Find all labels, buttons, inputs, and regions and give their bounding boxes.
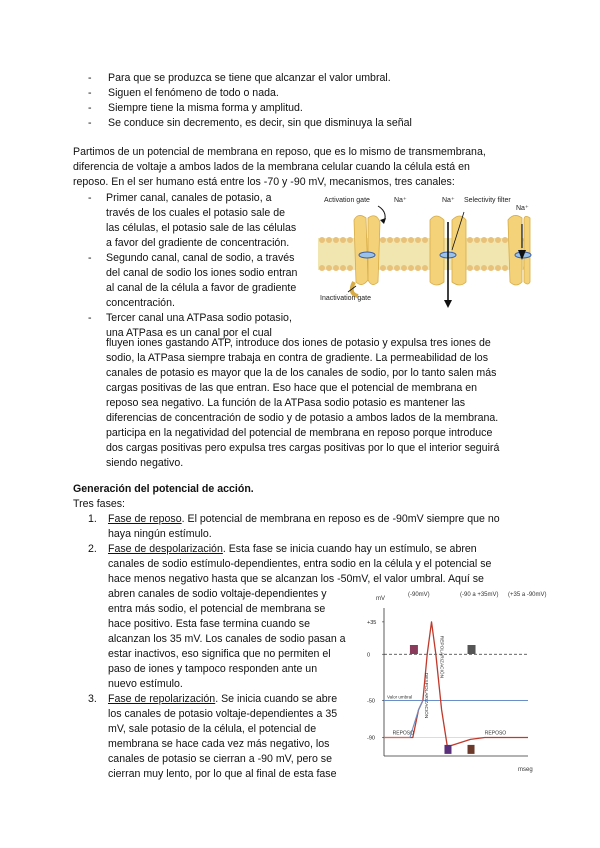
- text-line: Segundo canal, canal de sodio, a través: [106, 252, 295, 264]
- text-line: reposo. En el ser humano está entre los -70 y -90 mV, mecanismos, tres canales:: [73, 176, 455, 188]
- phase-3: 3. Fase de repolarización. Se inicia cuando se abre: [88, 693, 338, 705]
- text-line: fluyen iones gastando ATP, introduce dos iones de potasio y expulsa tres iones de: [106, 337, 491, 349]
- text-line: canales de potasio es mayor que la de los canales de sodio, por lo tanto salen más: [106, 367, 497, 379]
- region-label: DESPOLARIZACIÓN: [423, 672, 429, 719]
- text-line: hace positivo. Esta fase termina cuando se: [108, 618, 310, 630]
- text-line: Primer canal, canales de potasio, a: [106, 192, 272, 204]
- section-heading: Generación del potencial de acción.: [73, 483, 254, 495]
- text-line: reposo sea negativo. La función de la ATPasa sodio potasio es mantener las: [106, 397, 466, 409]
- text-line: alcanzan los 35 mV. Los canales de sodio pasan a: [108, 633, 346, 645]
- phase-range-label: (-90 a +35mV): [460, 592, 499, 598]
- y-tick-label: -90: [367, 735, 375, 742]
- text-line: diferencia de voltaje a ambos lados de la membrana celular cuando la célula está en: [73, 161, 470, 173]
- text-line: participa en la negatividad del potencial de membrana en reposo porque introduce: [106, 427, 493, 439]
- y-tick-label: +35: [367, 619, 377, 626]
- text-line: hace menos negativo hasta que se alcanzan los -50mV, el valor umbral. Aquí se: [108, 573, 484, 585]
- text-line: del canal de sodio los iones sodio entran: [106, 267, 298, 279]
- section-subheading: Tres fases:: [73, 498, 126, 510]
- selectivity-filter-label: Selectivity filter: [464, 197, 511, 204]
- activation-gate-label: Activation gate: [324, 197, 370, 204]
- text-line: canales de potasio se cierran a -90 mV, pero se: [108, 753, 332, 765]
- na-label-2: Na⁺: [442, 197, 455, 204]
- region-label: REPOLARIZACIÓN: [438, 635, 444, 679]
- text-line: cargas positivas de las que entran. Eso hace que el potencial de membrana en: [106, 382, 478, 394]
- text-line: estar inactivos, eso significa que no permiten el: [108, 648, 331, 660]
- x-axis-label: mseg: [518, 767, 533, 773]
- region-label: REPOSO: [392, 730, 415, 737]
- text-line: sodio, la ATPasa siempre trabaja en contra de gradiente. La permeabilidad de los: [106, 352, 489, 364]
- text-line: Partimos de un potencial de membrana en reposo, que es lo mismo de transmembrana,: [73, 146, 486, 158]
- text-line: membrana se hace cada vez más negativo, los: [108, 738, 330, 750]
- text-line: través de los cuales el potasio sale de: [106, 207, 286, 219]
- text-line: mV, sale potasio de la célula, el potencial de: [108, 723, 317, 735]
- threshold-label: Valor umbral: [387, 694, 413, 700]
- inactivation-gate-label: Inactivation gate: [320, 295, 371, 302]
- y-tick-label: 0: [367, 652, 371, 659]
- phase-range-label: (-90mV): [408, 592, 430, 598]
- sodium-channel-icon: [410, 645, 418, 654]
- text-line: canales de sodio estímulo-dependientes, entra sodio en la célula y el potencial se: [108, 558, 492, 570]
- text-line: entra más sodio, el potencial de membrana se: [108, 603, 326, 615]
- text-line: las células, el potasio sale de las células: [106, 222, 297, 234]
- text-line: cierran muy lento, por lo que al final de esta fase: [108, 768, 337, 780]
- text-line: Tercer canal una ATPasa sodio potasio,: [106, 312, 292, 324]
- text-line: concentración.: [106, 297, 175, 309]
- text-line: a favor del gradiente de concentración.: [106, 237, 290, 249]
- na-label-3: Na⁺: [516, 205, 529, 212]
- text-line: los canales de potasio voltaje-dependientes a 35: [108, 708, 338, 720]
- phase-range-label: (+35 a -90mV): [508, 592, 547, 598]
- text-line: dos cargas positivas pero expulsa tres cargas positivas por lo que el interior seguirá: [106, 442, 500, 454]
- membrane: [318, 237, 530, 271]
- text-line: abren canales de sodio voltaje-dependientes y: [108, 588, 327, 600]
- y-tick-label: -50: [367, 698, 375, 705]
- channel-icon: [468, 745, 475, 754]
- action-potential-chart: [364, 586, 547, 774]
- sodium-channel-closed: [352, 215, 380, 296]
- region-label: REPOSO: [484, 730, 507, 737]
- sodium-channel-inactivated: [508, 215, 531, 285]
- text-line: al canal de la célula a favor de gradiente: [106, 282, 297, 294]
- text-line: haya ningún estímulo.: [108, 528, 212, 540]
- phase-1: 1. Fase de reposo. El potencial de membrana en reposo es de -90mV siempre que no: [88, 513, 500, 525]
- text-line: una ATPasa es un canal por el cual: [106, 327, 272, 339]
- potassium-channel-icon: [468, 645, 476, 654]
- sodium-channel-open: [430, 216, 466, 308]
- ion-channel-figure: [318, 190, 530, 315]
- channel-icon: [444, 745, 451, 754]
- text-line: paso de iones y tampoco responden ante un: [108, 663, 318, 675]
- text-line: diferencias de concentración de sodio y de potasio a ambos lados de la membrana.: [106, 412, 499, 424]
- phase-2: 2. Fase de despolarización. Esta fase se inicia cuando hay un estímulo, se abren: [88, 543, 477, 555]
- text-line: nuevo estímulo.: [108, 678, 183, 690]
- text-line: siendo negativo.: [106, 457, 184, 469]
- document-page: - Para que se produzca se tiene que alcanzar el valor umbral. - Siguen el fenómeno de todo o nada. - Siempre tiene la misma forma y amplitud. - Se conduce sin decremento, es decir, sin que disminuya la señal Partimos de un potencial de membrana en reposo, que es lo mismo de transmembrana, diferencia de voltaje a ambos lados de la membrana celular cuando la célula está en reposo. En el ser humano está entre los -70 y -90 mV, mecanismos, tres canales: - Primer canal, canales de potasio, a través de los cuales el potasio sale de las células, el potasio sale de las células a favor del gradiente de concentración. - Segundo canal, canal de sodio, a través del canal de sodio los iones sodio entran al canal de la célula a favor de gradiente concentración. - Tercer canal una ATPasa sodio potasio, una ATPasa es un canal por el cual Activation gate Na⁺ Na⁺ Selectivity filter Na⁺ Inactivation gate fluyen iones gastando ATP, introduce dos iones de potasio y expulsa tres iones de sodio, la ATPasa siempre trabaja en contra de gradiente. La permeabilidad de los canales de potasio es mayor que la de los canales de sodio, por lo tanto salen más cargas positivas de las que entran. Eso hace que el potencial de membrana en reposo sea negativo. La función de la ATPasa sodio potasio es mantener las diferencias de concentración de sodio y de potasio a ambos lados de la membrana. participa en la negatividad del potencial de membrana en reposo porque introduce dos cargas positivas pero expulsa tres cargas positivas por lo que el interior seguirá siendo negativo. Generación del potencial de acción. Tres fases: 1. Fase de reposo. El potencial de membrana en reposo es de -90mV siempre que no haya ningún estímulo. 2. Fase de despolarización. Esta fase se inicia cuando hay un estímulo, se abren canales de sodio estímulo-dependientes, entra sodio en la célula y el potencial se hace menos negativo hasta que se alcanzan los -50mV, el valor umbral. Aquí se abren canales de sodio voltaje-dependientes y entra más sodio, el potencial de membrana se hace positivo. Esta fase termina cuando se alcanzan los 35 mV. Los canales de sodio pasan a estar inactivos, eso significa que no permiten el paso de iones y tampoco responden ante un nuevo estímulo. 3. Fase de repolarización. Se inicia cuando se abre los canales de potasio voltaje-dependientes a 35 mV, sale potasio de la célula, el potencial de membrana se hace cada vez más negativo, los canales de potasio se cierran a -90 mV, pero se cierran muy lento, por lo que al final de esta fase mV (-90mV) (-90 a +35mV) (+35 a -90mV) mseg Valor umbral +35 0 -50 -90 REPOSO DESPOLARIZACIÓN REPOLARIZACIÓN REPOSO: [0, 0, 600, 848]
- na-label-1: Na⁺: [394, 197, 407, 204]
- y-axis-label: mV: [376, 596, 385, 602]
